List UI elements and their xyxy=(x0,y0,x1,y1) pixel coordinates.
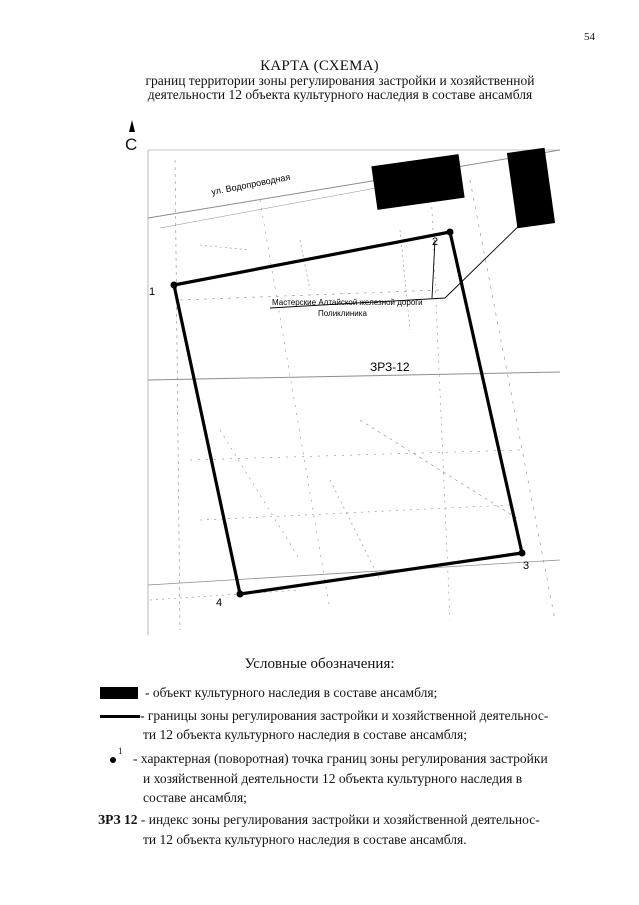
legend-point-number: 1 xyxy=(118,746,123,756)
boundary-point-1 xyxy=(171,282,178,289)
legend-item-heritage: - объект культурного наследия в составе ансамбля; xyxy=(145,685,438,700)
zone-label: ЗРЗ-12 xyxy=(370,360,410,374)
page-number: 54 xyxy=(584,31,595,43)
legend-item-index-line-2: ти 12 объекта культурного наследия в составе ансамбля. xyxy=(143,832,467,847)
heritage-object-block xyxy=(507,148,555,229)
legend-heritage-swatch xyxy=(100,687,138,699)
legend-item-point-line-1: - характерная (поворотная) точка границ зоны регулирования застройки xyxy=(133,751,548,766)
building-label-workshops: Мастерские Алтайской железной дороги xyxy=(272,298,423,307)
boundary-point-label: 3 xyxy=(523,560,530,572)
legend-item-boundary-line-2: ти 12 объекта культурного наследия в составе ансамбля; xyxy=(143,727,467,742)
legend-item-point-line-2: и хозяйственной деятельности 12 объекта культурного наследия в xyxy=(143,771,523,786)
zone-index-code: ЗРЗ 12 xyxy=(98,812,138,827)
legend-boundary-swatch xyxy=(100,715,140,718)
boundary-point-2 xyxy=(447,229,454,236)
legend-heading: Условные обозначения: xyxy=(244,656,395,672)
subtitle-line-2: деятельности 12 объекта культурного наследия в составе ансамбля xyxy=(147,87,533,102)
boundary-point-4 xyxy=(237,591,244,598)
north-label: С xyxy=(125,135,138,154)
legend-item-boundary-line-1: - границы зоны регулирования застройки и хозяйственной деятельнос- xyxy=(140,708,549,723)
map-title: КАРТА (СХЕМА) xyxy=(260,58,379,74)
boundary-point-3 xyxy=(519,550,526,557)
legend-item-index xyxy=(98,811,540,829)
boundary-point-label: 1 xyxy=(149,286,156,298)
legend-point-icon xyxy=(110,757,116,763)
leader-lines xyxy=(270,215,530,308)
map-background xyxy=(148,150,560,635)
boundary-point-label: 2 xyxy=(432,236,439,248)
legend-item-index-line-1: - индекс зоны регулирования застройки и хозяйственной деятельнос- xyxy=(140,812,540,827)
heritage-object-block xyxy=(371,154,464,210)
subtitle-line-1: границ территории зоны регулирования застройки и хозяйственной xyxy=(145,73,535,88)
legend-item-point-line-3: составе ансамбля; xyxy=(143,790,247,805)
building-label-clinic: Поликлиника xyxy=(318,309,367,318)
street-label: ул. Водопроводная xyxy=(210,171,292,197)
boundary-point-label: 4 xyxy=(216,597,223,609)
zone-boundary xyxy=(174,232,522,594)
